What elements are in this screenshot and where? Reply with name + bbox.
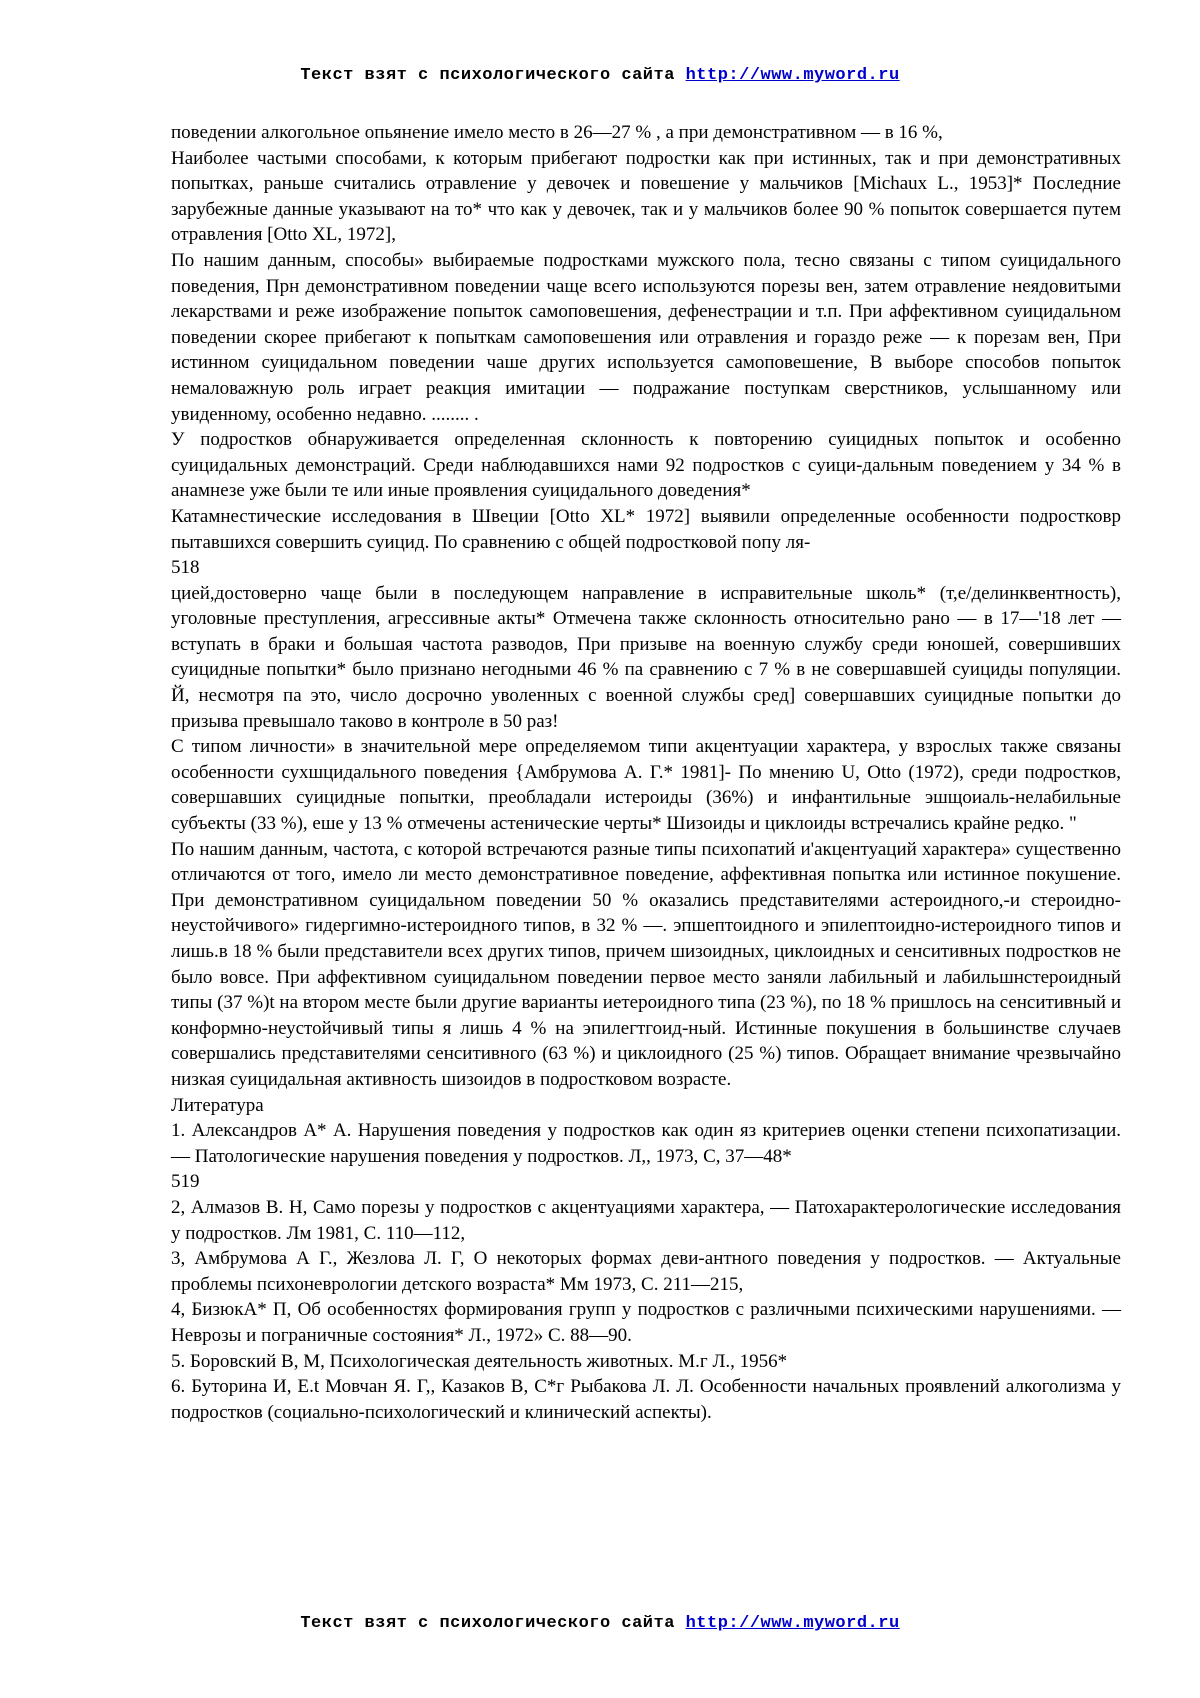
document-body [171, 120, 1121, 1425]
paragraph: У подростков обнаруживается определенная склонность к повторению суицидных попыток и особенно суицидальных демонстраций. Среди наблюдавшихся нами 92 подростков с суици-дальным поведением у 34 % в анамнезе уже были те или иные проявления суицидального доведения* [171, 429, 1121, 502]
paragraph: По нашим данным, способы» выбираемые подростками мужского пола, тесно связаны с типом суицидального поведения, Прн демонстративном поведении чаще всего используются порезы вен, затем отравление неядовитыми лекарствами и реже изображение попыток самоповешения, дефенестрации и т.п. При аффективном суицидальном поведении скорее прибегают к попыткам самоповешения или отравления и гораздо реже — к порезам вен, При истинном суицидальном поведении чаше других используется самоповешение, В выборе способов попыток немаловажную роль играет реакция имитации — подражание поступкам сверстников, услышанному или увиденному, особенно недавно. ........ . [171, 249, 1121, 425]
reference-item: 5. Боровский В, М, Психологическая деятельность животных. М.г Л., 1956* [171, 1350, 788, 1372]
page-number: 518 [171, 557, 200, 579]
paragraph: Катамнестические исследования в Швеции [Otto XL* 1972] выявили определенные особенности подростковр пытавшихся совершить суицид. По сравнению с общей подростковой попу ля- [171, 505, 1121, 553]
footer-site-link[interactable]: http://www.myword.ru [685, 1614, 900, 1633]
reference-item: 2, Алмазов В. Н, Само порезы у подростков с акцентуациями характера, — Патохарактерологические исследования у подростков. Лм 1981, С. 110—112, [171, 1196, 1121, 1244]
page-number: 519 [171, 1171, 200, 1193]
reference-item: 1. Александров А* А. Нарушения поведения у подростков как один яз критериев оценки степени психопатизации. — Патологические нарушения поведения у подростков. Л,, 1973, С, 37—48* [171, 1120, 1121, 1167]
reference-item: 4, БизюкА* П, Об особенностях формирования групп у подростков с различными психическими нарушениями. — Неврозы и пограничные состояния* Л., 1972» С. 88—90. [171, 1299, 1121, 1346]
page-header [0, 66, 1200, 85]
paragraph: цией,достоверно чаще были в последующем направление в исправительные школь* (т,е/делинквентность), уголовные преступления, агрессивные акты* Отмечена также склонность относительно рано — в 17—'18 лет — вступать в браки и большая частота разводов, При призыве на военную службу среди юношей, совершивших суицидные попытки* было признано негодными 46 % па сравнению с 7 % в не совершавшей суициды популяции. Й, несмотря па это, число досрочно уволенных с военной службы сред] совершавших суицидные попытки до призыва превышало таково в контроле в 50 раз! [171, 582, 1121, 732]
header-text: Текст взят с психологического сайта [300, 66, 675, 85]
page-footer [0, 1614, 1200, 1633]
references-heading: Литература [171, 1094, 264, 1116]
paragraph: С типом личности» в значительной мере определяемом типи акцентуации характера, у взрослых также связаны особенности сухшцидального поведения {Амбрумова А. Г.* 1981]- По мнению U, Otto (1972), среди подростков, совершавших суицидные попытки, преобладали истероиды (36%) и инфантильные эшщоиаль-нелабильные субъекты (33 %), еше у 13 % отмечены астенические черты* Шизоиды и циклоиды встречались крайне редко. " [171, 736, 1121, 835]
paragraph: поведении алкогольное опьянение имело место в 26—27 % , а при демонстративном — в 16 %, [171, 122, 943, 143]
paragraph: По нашим данным, частота, с которой встречаются разные типы психопатий и'акцентуаций характера» существенно отличаются от того, имело ли место демонстративное поведение, аффективная попытка или истинное покушение. При демонстративном суицидальном поведении 50 % оказались представителями астероидного,-и стероидно-неустойчивого» гидергимно-истероидного типов, в 32 % —. эпшептоидного и эпилептоидно-истероидного типов и лишь.в 18 % были представители всех других типов, причем шизоидных, циклоидных и сенситивных подростков не было вовсе. При аффективном суицидальном поведении первое место заняли лабильный и лабильшнстероидный типы (37 %)t на втором месте были другие варианты иетероидного типа (23 %), по 18 % пришлось на сенситивный и конформно-неустойчивый типы я лишь 4 % на эпилегтгоид-ный. Истинные покушения в большинстве случаев совершались представителями сенситивного (63 %) и циклоидного (25 %) типов. Обращает внимание чрезвычайно низкая суицидальная активность шизоидов в подростковом возрасте. [171, 838, 1121, 1090]
footer-text: Текст взят с психологического сайта [300, 1614, 675, 1633]
reference-item: 6. Буторина И, Е.t Мовчан Я. Г,, Казаков В, С*г Рыбакова Л. Л. Особенности начальных проявлений алкоголизма у подростков (социально-психологический и клинический аспекты). [171, 1376, 1121, 1423]
header-site-link[interactable]: http://www.myword.ru [685, 66, 900, 85]
reference-item: 3, Амбрумова А Г., Жезлова Л. Г, О некоторых формах деви-антного поведения у подростков. — Актуальные проблемы психоневрологии детского возраста* Мм 1973, С. 211—215, [171, 1248, 1121, 1295]
paragraph: Наиболее частыми способами, к которым прибегают подростки как при истинных, так и при демонстративных попытках, раньше считались отравление у девочек и повешение у мальчиков [Michaux L., 1953]* Последние зарубежные данные указывают на то* что как у девочек, так и у мальчиков более 90 % попыток совершается путем отравления [Otto XL, 1972], [171, 147, 1121, 246]
